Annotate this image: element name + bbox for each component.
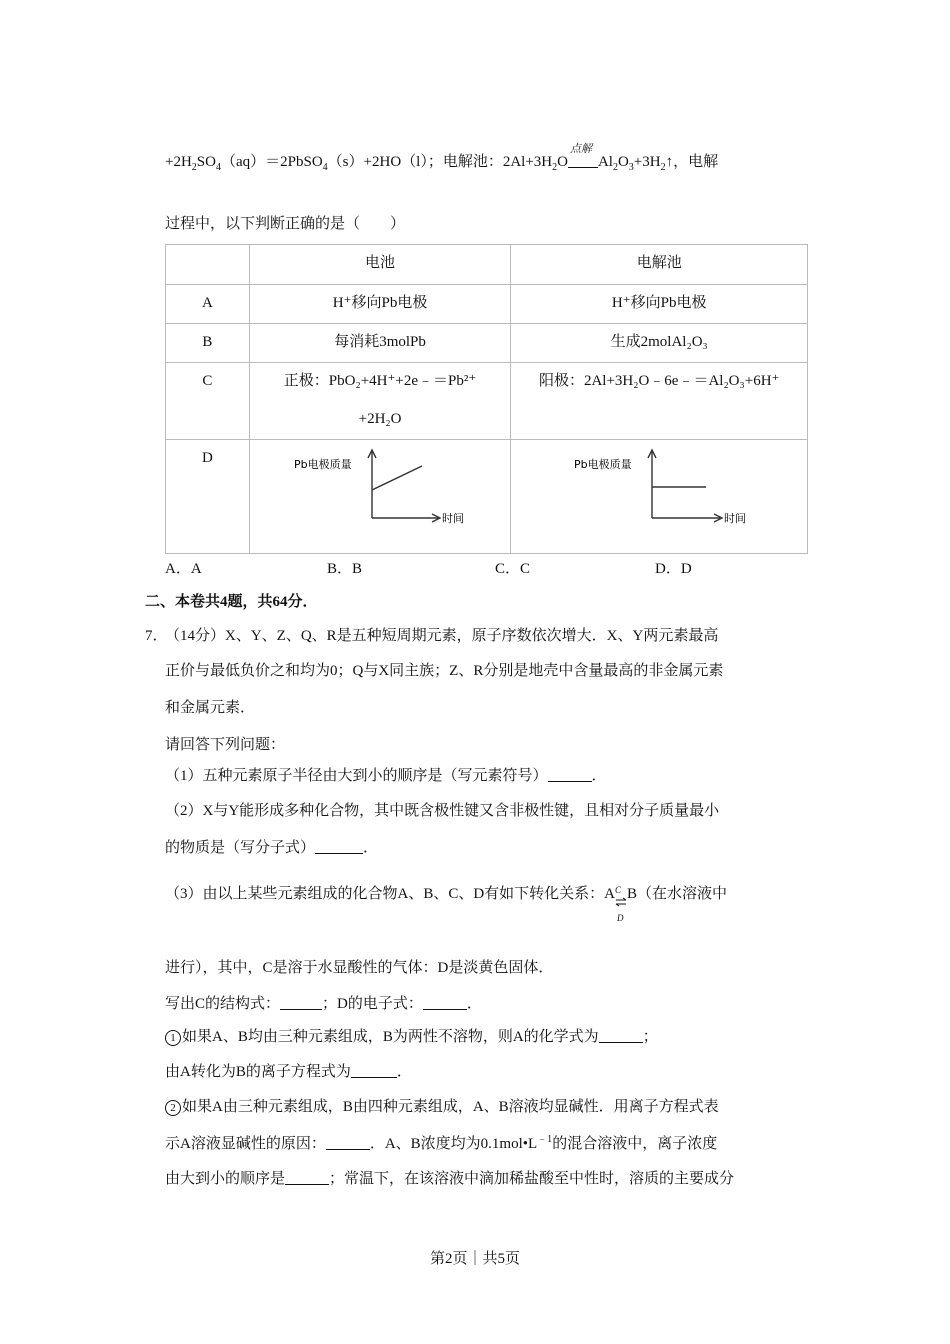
row-c-cell: 阳极：2Al+3H₂O﹣6e﹣＝Al₂O₃+6H⁺ [511, 363, 808, 440]
q7-part-2-line-1: （2）X与Y能形成多种化合物，其中既含极性键又含非极性键，且相对分子质量最小 [165, 803, 720, 819]
q7-sub-2-line-1: 2 如果A由三种元素组成，B由四种元素组成，A、B溶液均显碱性．用离子方程式表 [165, 1097, 719, 1117]
q7-part-1: （1）五种元素原子半径由大到小的顺序是（写元素符号） ． [165, 768, 607, 784]
q7-sub-2-line-3: 由大到小的顺序是 ；常温下，在该溶液中滴加稀盐酸至中性时，溶质的主要成分 [165, 1171, 735, 1187]
circled-two-marker: 2 [165, 1100, 181, 1116]
graph-x-label: 时间 [442, 512, 465, 525]
row-label-d: D [166, 440, 250, 554]
battery-mass-graph [290, 446, 470, 526]
answer-blank-4[interactable] [423, 995, 467, 1010]
row-label-b: B [166, 324, 250, 363]
q7-line-4: 请回答下列问题： [165, 737, 286, 753]
mass-increasing-line [372, 466, 422, 490]
row-label-c: C [166, 363, 250, 440]
choice-a[interactable]: A．A [165, 561, 202, 577]
reaction-line: $+2H_2SO_4(aq)=2PbSO_4(s)+2HO(l)$；电解池：$2Al+3H_2O$ 点解 $Al_2O_3+3H_2↑$，电解 [165, 143, 719, 173]
answer-blank-7[interactable] [326, 1135, 370, 1150]
cell-mass-graph [564, 446, 754, 526]
choice-d[interactable]: D．D [655, 561, 692, 577]
q7-number: 7． [145, 628, 168, 644]
section-header: 二、本卷共4题，共64分． [145, 594, 318, 610]
graph-y-label: Pb电极质量 [574, 458, 632, 471]
q7-sub-2-line-2: 示A溶液显碱性的原因： ．A、B浓度均为$0.1mol•L^{﹣1}$的混合溶液中，离子浓度 [165, 1134, 718, 1152]
page-footer: 第2页｜共5页 [429, 1251, 520, 1267]
row-d-cell-graph [511, 440, 808, 554]
answer-blank-8[interactable] [285, 1170, 329, 1185]
graph-y-label: Pb电极质量 [294, 458, 352, 471]
answer-choices [165, 557, 808, 577]
row-a-battery: H⁺移向Pb电极 [249, 285, 511, 324]
q7-line-3: 和金属元素． [165, 700, 256, 716]
header-electrolysis: 电解池 [511, 245, 808, 285]
circled-one-marker: 1 [165, 1030, 181, 1046]
q7-part-3-line-1: （3）由以上某些元素组成的化合物A、B、C、D有如下转化关系：A C D B（在水溶液中 [165, 885, 728, 923]
choice-c[interactable]: C．C [495, 561, 531, 577]
electrolysis-condition: 点解 [568, 153, 598, 168]
row-b-cell: 生成2molAl₂O₃ [511, 324, 808, 363]
q7-sub-1-line-1: 1 如果A、B均由三种元素组成，B为两性不溶物，则A的化学式为 ； [165, 1027, 658, 1047]
row-c-battery: 正极：PbO₂+4H⁺+2e﹣＝Pb²⁺ +2H₂O [249, 363, 511, 440]
answer-blank-6[interactable] [351, 1063, 397, 1078]
answer-blank-2[interactable] [315, 839, 363, 854]
row-label-a: A [166, 285, 250, 324]
header-battery: 电池 [249, 245, 511, 285]
q7-sub-1-line-2: 由A转化为B的离子方程式为 ． [165, 1064, 412, 1080]
graph-x-label: 时间 [724, 512, 747, 525]
choice-b[interactable]: B．B [327, 561, 363, 577]
header-empty [166, 245, 250, 285]
q7-part-3-line-2: 进行），其中，C是溶于水显酸性的气体：D是淡黄色固体． [165, 960, 554, 976]
q7-part-3-line-3: 写出C的结构式： ；D的电子式： ． [165, 996, 482, 1012]
q7-line-1: （14分）X、Y、Z、Q、R是五种短周期元素，原子序数依次增大．X、Y两元素最高 [165, 628, 719, 644]
answer-blank-5[interactable] [599, 1028, 643, 1043]
conversion-arrows: C D [615, 886, 627, 900]
row-a-cell: H⁺移向Pb电极 [511, 285, 808, 324]
options-table [165, 244, 808, 554]
question-stem-line: 过程中，以下判断正确的是（ ） [165, 216, 406, 232]
row-d-battery-graph [249, 440, 511, 554]
q7-part-2-line-2: 的物质是（写分子式） ． [165, 840, 379, 856]
answer-blank-3[interactable] [280, 995, 322, 1010]
q7-line-2: 正价与最低负价之和均为0；Q与X同主族；Z、R分别是地壳中含量最高的非金属元素 [165, 663, 724, 679]
answer-blank-1[interactable] [548, 767, 592, 782]
row-b-battery: 每消耗3molPb [249, 324, 511, 363]
reversible-arrow-icon [615, 896, 627, 908]
